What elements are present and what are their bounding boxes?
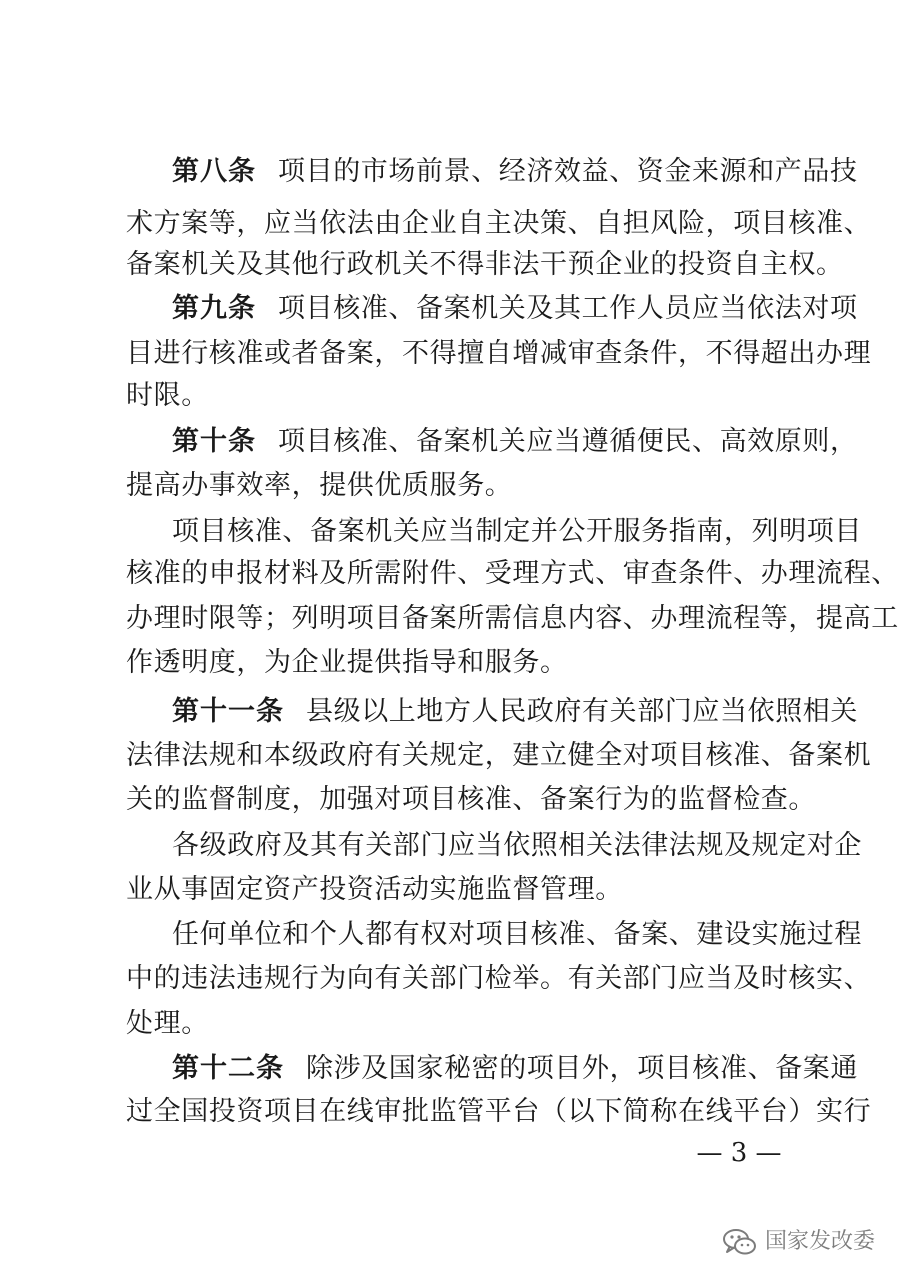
wechat-watermark	[722, 1222, 892, 1262]
text-line: 各级政府及其有关部门应当依照相关法律法规及规定对企	[172, 830, 862, 861]
text-line: 术方案等，应当依法由企业自主决策、自担风险，项目核准、	[126, 208, 872, 239]
text-line: 处理。	[126, 1008, 209, 1039]
text-line: 项目核准、备案机关及其工作人员应当依法对项	[278, 293, 858, 324]
article-label: 第十一条	[172, 696, 284, 727]
text-line: 任何单位和个人都有权对项目核准、备案、建设实施过程	[172, 919, 862, 950]
text-line: 提高办事效率，提供优质服务。	[126, 470, 513, 501]
article-label: 第十二条	[172, 1053, 284, 1084]
text-line: 时限。	[126, 380, 209, 411]
text-line: 项目核准、备案机关应当制定并公开服务指南，列明项目	[172, 516, 862, 547]
text-line: 中的违法违规行为向有关部门检举。有关部门应当及时核实、	[126, 963, 872, 994]
text-line: 除涉及国家秘密的项目外，项目核准、备案通	[306, 1053, 858, 1084]
wechat-icon	[722, 1227, 758, 1257]
article-label: 第十条	[172, 426, 256, 457]
text-line: 核准的申报材料及所需附件、受理方式、审查条件、办理流程、	[126, 558, 899, 589]
article-line	[172, 148, 858, 196]
text-line: 关的监督制度，加强对项目核准、备案行为的监督检查。	[126, 784, 816, 815]
text-line: 项目的市场前景、经济效益、资金来源和产品技	[278, 156, 858, 187]
text-line: 目进行核准或者备案，不得擅自增减审查条件，不得超出办理	[126, 338, 872, 369]
article-label: 第八条	[172, 156, 256, 187]
text-line: 过全国投资项目在线审批监管平台（以下简称在线平台）实行	[126, 1096, 872, 1127]
watermark-text: 国家发改委	[765, 1229, 876, 1254]
text-line: 作透明度，为企业提供指导和服务。	[126, 647, 568, 678]
article-line	[172, 1045, 858, 1093]
text-line: 办理时限等；列明项目备案所需信息内容、办理流程等，提高工	[126, 603, 899, 634]
article-line	[172, 688, 858, 736]
text-line: 业从事固定资产投资活动实施监督管理。	[126, 874, 623, 905]
text-line: 备案机关及其他行政机关不得非法干预企业的投资自主权。	[126, 249, 844, 280]
text-line: 项目核准、备案机关应当遵循便民、高效原则，	[278, 426, 858, 457]
page-number: — 3 —	[696, 1138, 782, 1168]
article-line	[172, 418, 858, 466]
text-line: 法律法规和本级政府有关规定，建立健全对项目核准、备案机	[126, 740, 872, 771]
text-line: 县级以上地方人民政府有关部门应当依照相关	[306, 696, 858, 727]
article-line	[172, 285, 858, 333]
article-label: 第九条	[172, 293, 256, 324]
